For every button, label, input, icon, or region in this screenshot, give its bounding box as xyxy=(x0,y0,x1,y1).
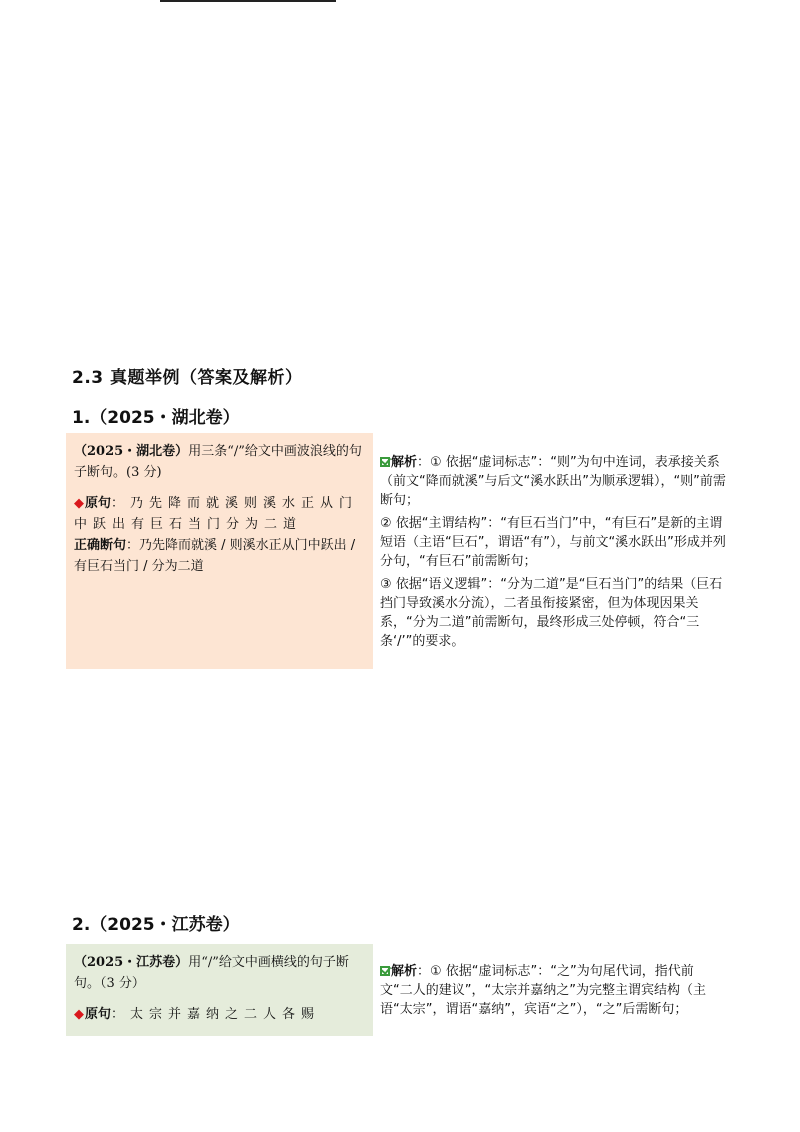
example-1-analysis xyxy=(380,453,726,655)
example-1-prompt: 用三条“/”给文中画波浪线的句子断句。(3 分) xyxy=(74,444,362,480)
red-diamond-icon: ◆ xyxy=(74,1007,84,1022)
example-2-question-box xyxy=(66,944,373,1036)
example-2-analysis-label: 解析 xyxy=(391,964,418,979)
example-1-question xyxy=(74,441,363,483)
top-rule xyxy=(160,0,336,2)
red-diamond-icon: ◆ xyxy=(74,496,84,511)
example-1-analysis-point-3: ③ 依据“语义逻辑”：“分为二道”是“巨石当门”的结果（巨石挡门导致溪水分流），二者虽衔接紧密，但为体现因果关系，“分为二道”前需断句，最终形成三处停顿，符合“三条‘/’”的要求。 xyxy=(380,577,723,649)
example-2-heading: 2.（2025・江苏卷） xyxy=(72,915,240,935)
checkbox-icon xyxy=(380,966,390,976)
example-1-original xyxy=(74,493,363,535)
example-1-analysis-label: 解析 xyxy=(391,455,418,470)
example-1-correct-text: ：乃先降而就溪 / 则溪水正从门中跃出 / 有巨石当门 / 分为二道 xyxy=(74,538,356,574)
example-2-prompt: 用“/”给文中画横线的句子断句。（3 分） xyxy=(74,955,349,991)
example-2-analysis-point-1: 解析：① 依据“虚词标志”：“之”为句尾代词，指代前文“二人的建议”，“太宗并嘉纳之”为完整主谓宾结构（主语“太宗”，谓语“嘉纳”，宾语“之”），“之”后需断句； xyxy=(380,964,706,1017)
example-2-original xyxy=(74,1004,363,1025)
example-1-heading: 1.（2025・湖北卷） xyxy=(72,408,240,428)
example-1-correct xyxy=(74,535,363,577)
example-1-question-box xyxy=(66,433,373,669)
example-1-analysis-point-2: ② 依据“主谓结构”：“有巨石当门”中，“有巨石”是新的主谓短语（主语“巨石”，谓语“有”），与前文“溪水跃出”形成并列分句，“有巨石”前需断句； xyxy=(380,516,726,569)
example-2-analysis xyxy=(380,962,726,1023)
example-1-correct-label: 正确断句 xyxy=(74,538,127,553)
example-1-source: （2025・湖北卷） xyxy=(74,444,189,459)
example-2-original-label: 原句 xyxy=(85,1007,112,1022)
checkbox-icon xyxy=(380,457,390,467)
section-heading: 2.3 真题举例（答案及解析） xyxy=(72,368,303,388)
example-1-original-label: 原句 xyxy=(85,496,112,511)
example-2-original-text: ：太宗并嘉纳之二人各赐 xyxy=(111,1007,321,1022)
example-1-analysis-point-1: 解析：① 依据“虚词标志”：“则”为句中连词，表承接关系（前文“降而就溪”与后文“溪水跃出”为顺承逻辑），“则”前需断句； xyxy=(380,455,726,508)
example-2-source: （2025・江苏卷） xyxy=(74,955,189,970)
example-2-question xyxy=(74,952,363,994)
example-1-original-text: ：乃先降而就溪则溪水正从门中跃出有巨石当门分为二道 xyxy=(74,496,359,532)
